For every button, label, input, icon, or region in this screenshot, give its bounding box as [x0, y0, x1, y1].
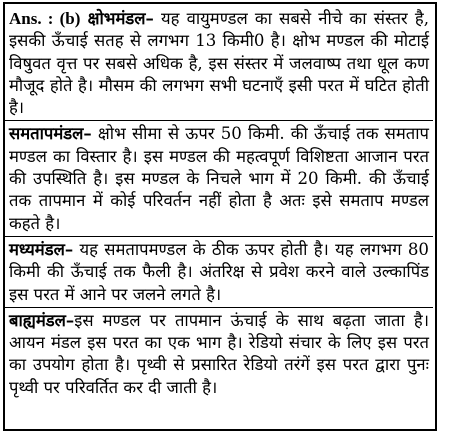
section-divider: [5, 307, 433, 308]
section-divider: [5, 236, 433, 237]
section-divider: [5, 120, 433, 121]
troposphere-paragraph: [9, 7, 429, 119]
troposphere-text: यह वायुमण्डल का सबसे नीचे का संस्तर है, इसकी ऊँचाई सतह से लगभग 13 किमी0 है। क्षोभ मण्डल की मोटाई विषुवत वृत्त पर सबसे अधिक है, इस संस्तर में जलवाष्प तथा धूल कण मौजूद होते है। मौसम की लगभग सभी घटनाएँ इसी परत में घटित होती है।: [9, 9, 429, 118]
stratosphere-text: क्षोभ सीमा से ऊपर 50 किमी. की ऊँचाई तक समताप मण्डल का विस्तार है। इस मण्डल की महत्वपूर्ण विशिष्टता आजान परत की उपस्थिति है। इस मण्डल के निचले भाग में 20 किमी. की ऊँचाई तक तापमान में कोई परिवर्तन नहीं होता है अतः इसे समताप मण्डल कहते है।: [9, 124, 429, 233]
answer-content: [9, 7, 429, 399]
exosphere-text: इस मण्डल पर तापमान ऊंचाई के साथ बढ़ता जाता है। आयन मंडल इस परत का एक भाग है। रेडियो संचार के लिए इस परत का उपयोग होता है। पृथ्वी से प्रसारित रेडियो तरंगें इस परत द्वारा पुनः पृथ्वी पर परिवर्तित कर दी जाती है।: [9, 310, 429, 397]
troposphere-heading: क्षोभमंडल–: [87, 8, 154, 28]
stratosphere-heading: समतापमंडल–: [9, 123, 92, 144]
stratosphere-paragraph: [9, 122, 429, 234]
exosphere-heading: बाह्यमंडल–: [9, 309, 75, 330]
mesosphere-text: यह समतापमण्डल के ठीक ऊपर होती है। यह लगभग 80 किमी की ऊँचाई तक फैली है। अंतरिक्ष से प्रवेश करने वाले उल्कापिंड इस परत में आने पर जलने लगते है।: [9, 239, 429, 304]
mesosphere-heading: मध्यमंडल–: [9, 238, 74, 259]
answer-label: Ans. : (b): [9, 9, 81, 28]
mesosphere-paragraph: [9, 238, 429, 306]
exosphere-paragraph: [9, 309, 429, 399]
answer-box: [3, 2, 437, 431]
